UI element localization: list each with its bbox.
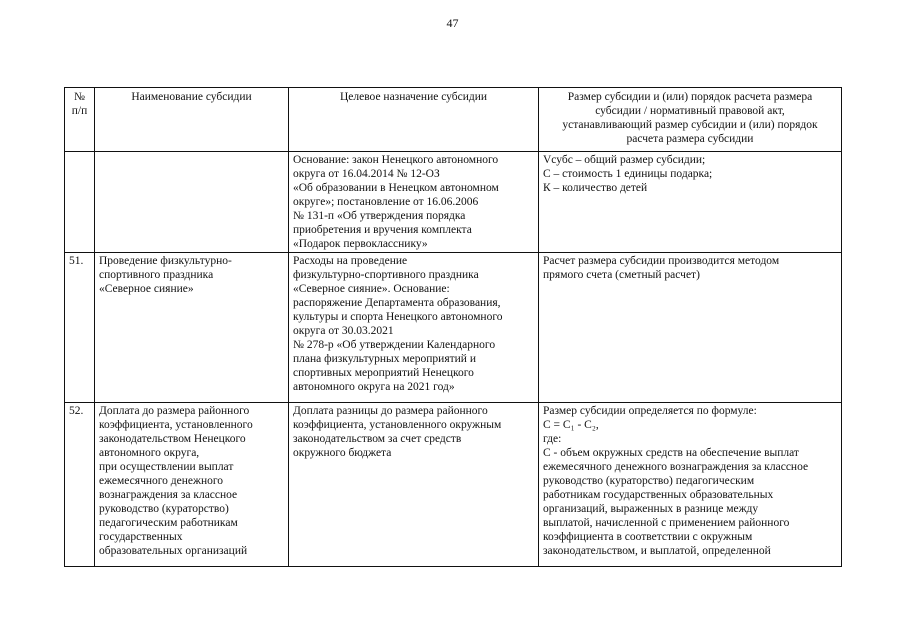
header-purpose: Целевое назначение субсидии — [289, 88, 539, 152]
subsidy-name-cell — [95, 152, 289, 253]
subsidy-table — [64, 87, 842, 567]
table-row — [65, 403, 842, 567]
row-number: 52. — [65, 403, 95, 567]
page-number: 47 — [446, 16, 459, 30]
header-subsidy-name: Наименование субсидии — [95, 88, 289, 152]
size-cell: Расчет размера субсидии производится методом прямого счета (сметный расчет) — [539, 253, 842, 403]
table-header-row — [65, 88, 842, 152]
subsidy-name-cell: Доплата до размера районного коэффициента, установленного законодательством Ненецкого автономного округа, при осуществлении выплат ежемесячного денежного вознаграждения за классное руководство (кураторство) педагогическим работникам государственных образовательных организаций — [95, 403, 289, 567]
purpose-cell: Основание: закон Ненецкого автономного округа от 16.04.2014 № 12-ОЗ «Об образовании в Ненецком автономном округе»; постановление от 16.06.2006 № 131-п «Об утверждения порядка приобретения и вручения комплекта «Подарок первокласснику» — [289, 152, 539, 253]
size-cell: Размер субсидии определяется по формуле: С = С₁ - С₂, где: С - объем окружных средств на обеспечение выплат ежемесячного денежного вознаграждения за классное руководство (кураторство) педагогическим работникам государственных образовательных организаций, выраженных в разнице между выплатой, начисленной с применением районного коэффициента в соответствии с окружным законодательством, и выплатой, определенной — [539, 403, 842, 567]
row-number: 51. — [65, 253, 95, 403]
header-subsidy-size: Размер субсидии и (или) порядок расчета размера субсидии / нормативный правовой акт, устанавливающий размер субсидии и (или) порядок расчета размера субсидии — [539, 88, 842, 152]
subsidy-name-cell: Проведение физкультурно- спортивного праздника «Северное сияние» — [95, 253, 289, 403]
purpose-cell: Доплата разницы до размера районного коэффициента, установленного окружным законодательством за счет средств окружного бюджета — [289, 403, 539, 567]
table-row — [65, 152, 842, 253]
purpose-cell: Расходы на проведение физкультурно-спортивного праздника «Северное сияние». Основание: распоряжение Департамента образования, культуры и спорта Ненецкого автономного округа от 30.03.2021 № 278-р «Об утверждении Календарного плана физкультурных мероприятий и спортивных мероприятий Ненецкого автономного округа на 2021 год» — [289, 253, 539, 403]
size-cell: Vсубс – общий размер субсидии; С – стоимость 1 единицы подарка; К – количество детей — [539, 152, 842, 253]
header-number: № п/п — [65, 88, 95, 152]
row-number — [65, 152, 95, 253]
table-row — [65, 253, 842, 403]
